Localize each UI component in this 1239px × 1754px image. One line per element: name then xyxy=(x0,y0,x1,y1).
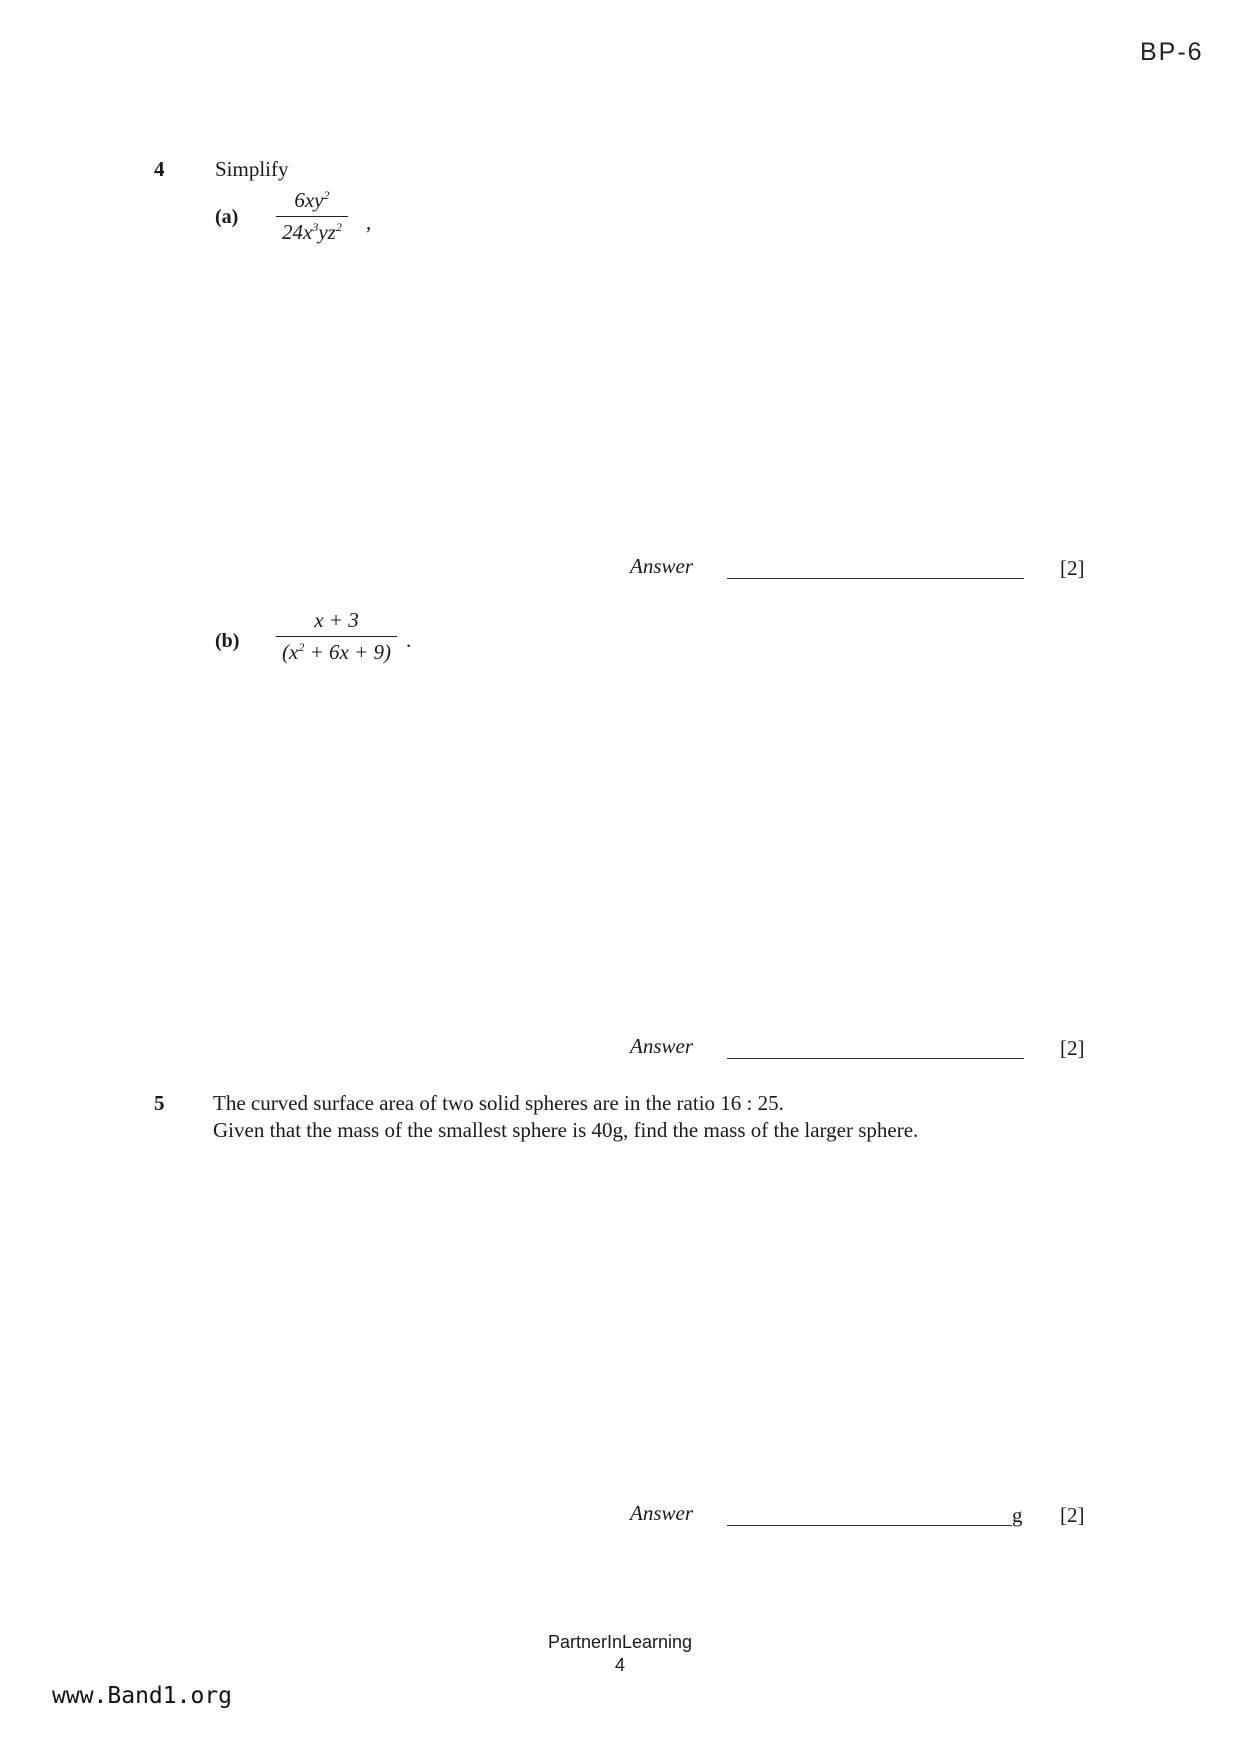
fraction-a-numerator: 6xy xyxy=(294,188,324,212)
fraction-b-denominator-exponent: 2 xyxy=(298,640,305,654)
marks-4a: [2] xyxy=(1060,556,1085,580)
fraction-a-numerator-exponent: 2 xyxy=(323,188,330,202)
marks-4b: [2] xyxy=(1060,1036,1085,1060)
answer-label-4a: Answer xyxy=(630,554,693,578)
website-url: www.Band1.org xyxy=(52,1683,233,1709)
fraction-b-denominator: (x xyxy=(282,640,299,664)
answer-line-4b[interactable] xyxy=(727,1058,1024,1059)
footer-publisher: PartnerInLearning xyxy=(547,1632,693,1652)
fraction-a-punctuation: , xyxy=(366,210,372,234)
footer-page-number: 4 xyxy=(614,1655,625,1675)
part-label-a: (a) xyxy=(215,206,239,228)
part-label-b: (b) xyxy=(215,630,240,652)
question-number: 4 xyxy=(154,157,165,181)
answer-label-5: Answer xyxy=(630,1501,693,1525)
question-number-5: 5 xyxy=(154,1091,165,1115)
answer-unit-5: g xyxy=(1012,1503,1023,1527)
fraction-a-denominator: 24x xyxy=(282,220,313,244)
answer-line-5[interactable] xyxy=(727,1525,1012,1526)
fraction-a xyxy=(276,188,348,245)
fraction-b-numerator: x + 3 xyxy=(314,608,359,632)
fraction-b xyxy=(276,608,397,665)
answer-line-4a[interactable] xyxy=(727,578,1024,579)
fraction-b-denominator-rest: + 6x + 9) xyxy=(304,640,391,664)
question-instruction: Simplify xyxy=(215,157,289,181)
answer-label-4b: Answer xyxy=(630,1034,693,1058)
fraction-a-denominator-exponent: 3 xyxy=(312,220,319,234)
fraction-b-punctuation: . xyxy=(406,628,412,652)
marks-5: [2] xyxy=(1060,1503,1085,1527)
fraction-a-denominator-exponent-2: 2 xyxy=(335,220,342,234)
page-code: BP-6 xyxy=(1140,38,1204,66)
question-5-line-1: The curved surface area of two solid spheres are in the ratio 16 : 25. xyxy=(213,1091,784,1115)
fraction-a-denominator-rest: yz xyxy=(318,220,336,244)
question-5-line-2: Given that the mass of the smallest sphere is 40g, find the mass of the larger sphere. xyxy=(213,1118,919,1142)
